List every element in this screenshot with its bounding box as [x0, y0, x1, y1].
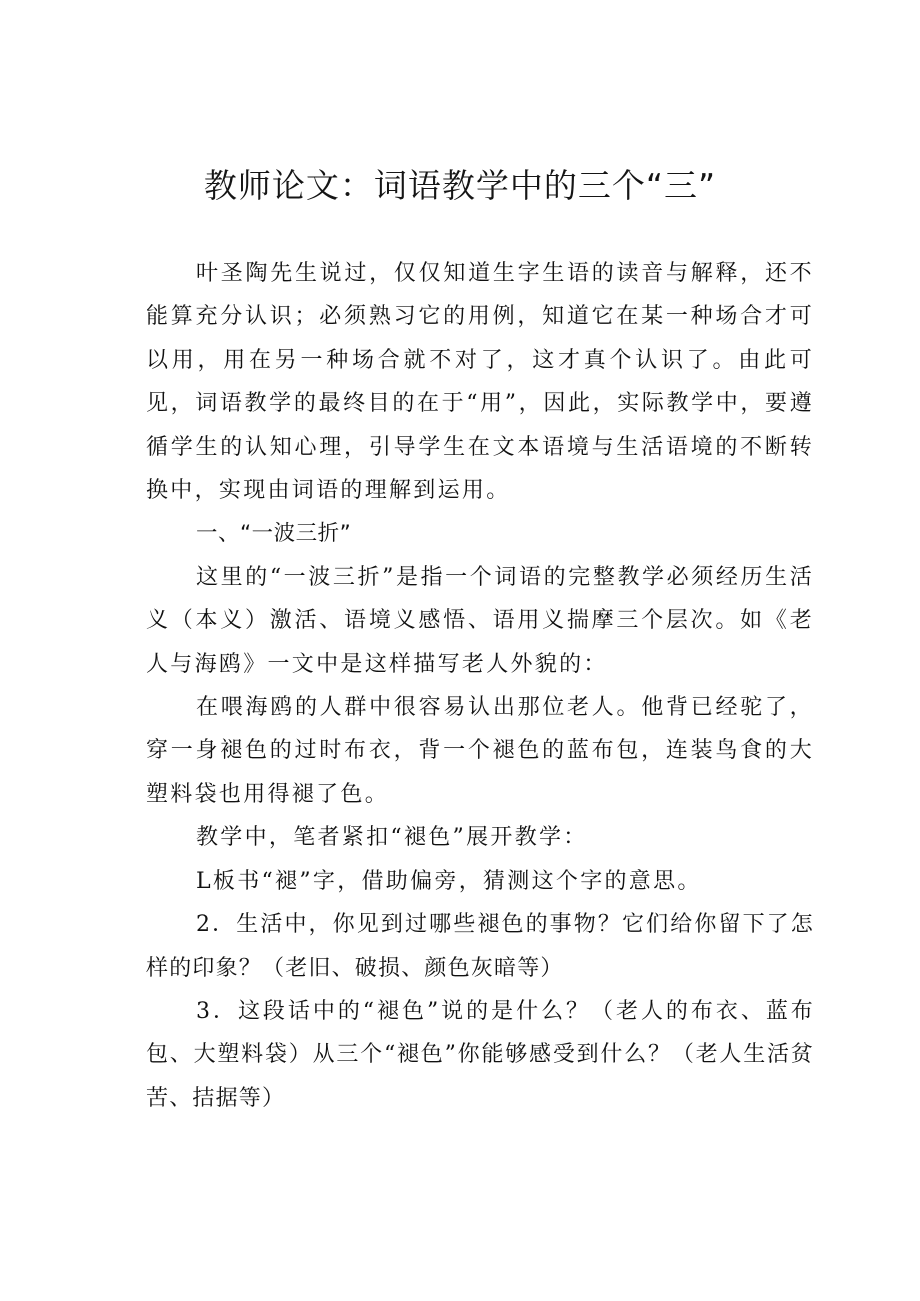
quoted-passage: 在喂海鸥的人群中很容易认出那位老人。他背已经驼了，穿一身褪色的过时布衣，背一个褪色的蓝布包，连装鸟食的大塑料袋也用得褪了色。 [146, 695, 814, 807]
teaching-intro: 教学中，笔者紧扣“褪色”展开教学： [196, 825, 588, 851]
section-paragraph: 这里的“一波三折”是指一个词语的完整教学必须经历生活义（本义）激活、语境义感悟、语用义揣摩三个层次。如《老人与海鸥》一文中是这样描写老人外貌的： [146, 564, 814, 677]
page-title: 教师论文：词语教学中的三个“三” [203, 166, 717, 205]
step-2: 2．生活中，你见到过哪些褪色的事物？它们给你留下了怎样的印象？（老旧、破损、颜色灰暗等） [146, 912, 814, 981]
step-1: L板书“褪”字，借助偏旁，猜测这个字的意思。 [196, 868, 702, 894]
step-3: 3．这段话中的“褪色”说的是什么？（老人的布衣、蓝布包、大塑料袋）从三个“褪色”你能够感受到什么？（老人生活贫苦、拮据等） [146, 998, 814, 1111]
intro-paragraph: 叶圣陶先生说过，仅仅知道生字生语的读音与解释，还不能算充分认识；必须熟习它的用例，知道它在某一种场合才可以用，用在另一种场合就不对了，这才真个认识了。由此可见，词语教学的最终目的在于“用”，因此，实际教学中，要遵循学生的认知心理，引导学生在文本语境与生活语境的不断转换中，实现由词语的理解到运用。 [146, 261, 814, 504]
article-body [146, 252, 814, 1120]
section-heading: 一、“一波三折” [196, 521, 352, 547]
